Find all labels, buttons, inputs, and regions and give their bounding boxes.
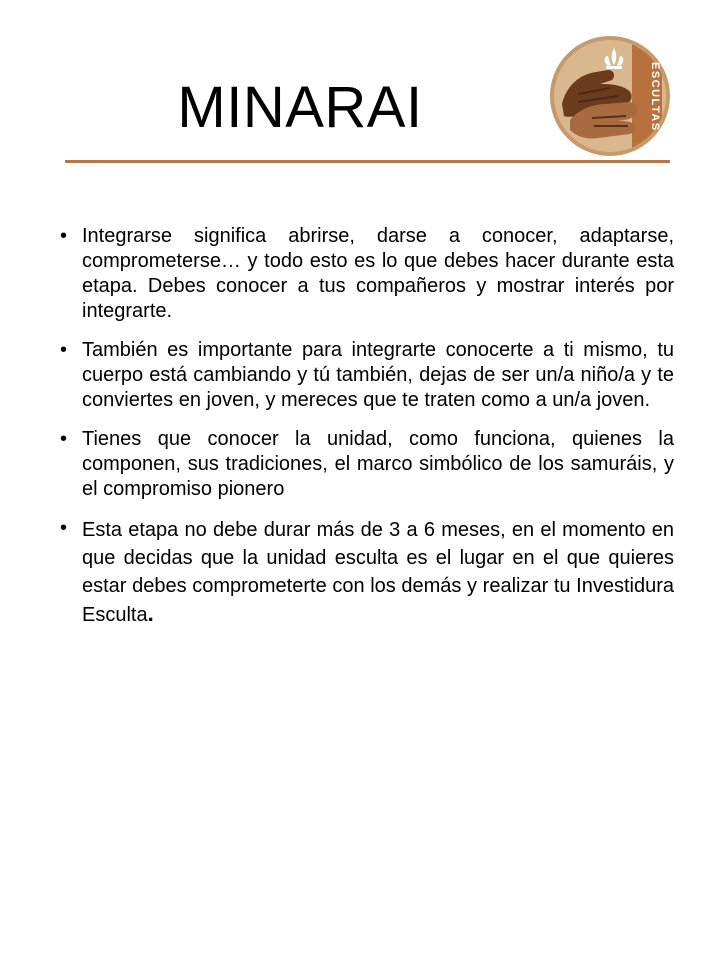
bullet-symbol: • — [60, 517, 68, 539]
bullet-text: También es importante para integrarte conocerte a ti mismo, tu cuerpo está cambiando y tú también, dejas de ser un/a niño/a y te conviertes en joven, y mereces que te traten como a un/a joven. — [82, 339, 674, 411]
bullet-text: Integrarse significa abrirse, darse a conocer, adaptarse, comprometerse… y todo esto es lo que debes hacer durante esta etapa. Debes conocer a tus compañeros y mostrar interés por integrarte. — [82, 225, 674, 322]
list-item — [60, 427, 674, 502]
list-item — [60, 338, 674, 413]
bullet-text: Esta etapa no debe durar más de 3 a 6 meses, en el momento en que decidas que la unidad esculta es el lugar en el que quieres estar debes comprometerte con los demás y realizar tu Investidura Esculta — [82, 519, 674, 626]
list-item — [60, 224, 674, 324]
bullet-tail: . — [147, 601, 154, 626]
bullet-symbol: • — [60, 225, 68, 247]
slide-title: MINARAI — [177, 75, 423, 140]
escultas-logo — [548, 34, 672, 158]
bullet-text: Tienes que conocer la unidad, como funciona, quienes la componen, sus tradiciones, el marco simbólico de los samuráis, y el compromiso pionero — [82, 428, 674, 500]
bullet-symbol: • — [60, 339, 68, 361]
list-item — [60, 516, 674, 629]
title-divider — [65, 160, 670, 163]
logo-text: ESCULTAS — [649, 62, 661, 132]
bullet-symbol: • — [60, 428, 68, 450]
bullet-text-container — [82, 516, 674, 629]
bullet-list — [60, 224, 674, 643]
